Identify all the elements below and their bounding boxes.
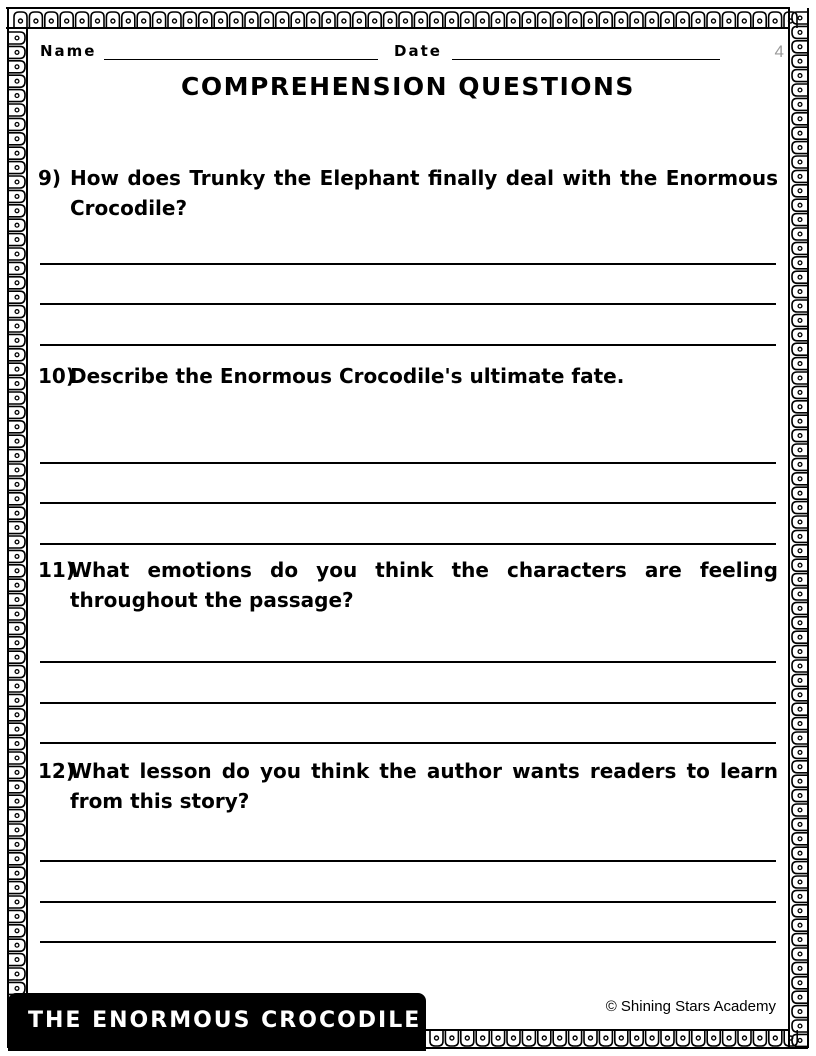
answer-line[interactable] <box>40 502 776 504</box>
question-text: What emotions do you think the characters are feeling throughout the passage? <box>70 558 778 612</box>
footer-title: THE ENORMOUS CROCODILE <box>28 1008 422 1033</box>
date-label: Date <box>394 42 442 60</box>
copyright-text: © Shining Stars Academy <box>605 998 776 1015</box>
answer-line[interactable] <box>40 702 776 704</box>
name-field[interactable] <box>104 59 378 60</box>
answer-line[interactable] <box>40 742 776 744</box>
answer-line[interactable] <box>40 901 776 903</box>
date-field[interactable] <box>452 59 720 60</box>
answer-line[interactable] <box>40 860 776 862</box>
question-9 <box>38 163 778 223</box>
question-12 <box>38 756 778 816</box>
answer-line[interactable] <box>40 661 776 663</box>
question-10 <box>38 361 778 391</box>
answer-line[interactable] <box>40 543 776 545</box>
answer-line[interactable] <box>40 303 776 305</box>
page-number: 4 <box>774 42 784 61</box>
question-text: What lesson do you think the author wants readers to learn from this story? <box>70 759 778 813</box>
answer-line[interactable] <box>40 941 776 943</box>
name-label: Name <box>40 42 97 60</box>
question-number: 11) <box>38 558 75 582</box>
question-text: How does Trunky the Elephant finally deal with the Enormous Crocodile? <box>70 166 778 220</box>
question-number: 9) <box>38 166 62 190</box>
page-title: COMPREHENSION QUESTIONS <box>181 72 635 101</box>
question-text: Describe the Enormous Crocodile's ultimate fate. <box>70 364 625 388</box>
answer-line[interactable] <box>40 462 776 464</box>
question-number: 12) <box>38 759 75 783</box>
question-number: 10) <box>38 364 75 388</box>
answer-line[interactable] <box>40 344 776 346</box>
question-11 <box>38 555 778 615</box>
answer-line[interactable] <box>40 263 776 265</box>
